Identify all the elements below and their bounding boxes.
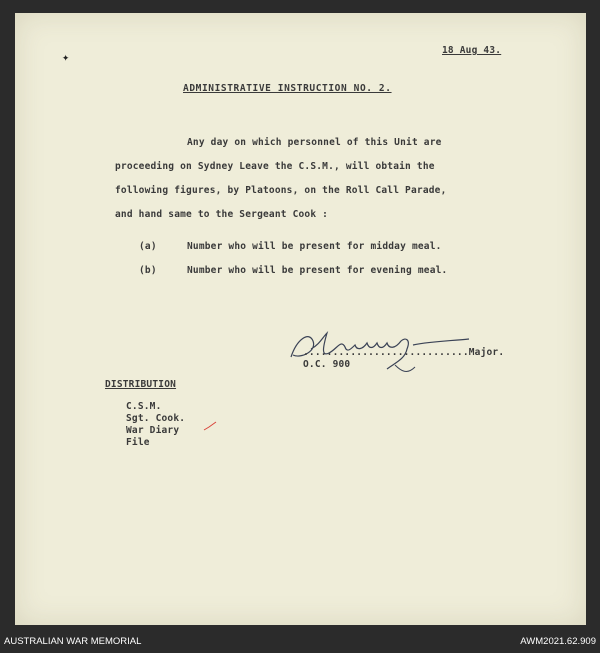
document-title: ADMINISTRATIVE INSTRUCTION NO. 2.: [183, 83, 392, 94]
distribution-item: Sgt. Cook.: [126, 413, 186, 424]
document-date: 18 Aug 43.: [442, 45, 502, 56]
red-tick-icon: [203, 421, 217, 433]
signature-title: O.C. 900: [303, 359, 351, 370]
body-line-4: and hand same to the Sergeant Cook :: [115, 209, 329, 220]
distribution-item: C.S.M.: [126, 401, 162, 412]
document-page: [15, 13, 586, 625]
signature-line: ............................Major.: [303, 347, 505, 358]
item-a-letter: (a): [139, 241, 157, 252]
punch-mark-icon: ✦: [62, 50, 70, 64]
distribution-item: War Diary: [126, 425, 180, 436]
distribution-heading: DISTRIBUTION: [105, 379, 177, 390]
body-line-2: proceeding on Sydney Leave the C.S.M., will obtain the: [115, 161, 435, 172]
item-a-text: Number who will be present for midday meal.: [187, 241, 442, 252]
distribution-item: File: [126, 437, 150, 448]
footer-catalogue-id: AWM2021.62.909: [520, 636, 596, 647]
footer-institution: AUSTRALIAN WAR MEMORIAL: [4, 636, 142, 647]
item-b-text: Number who will be present for evening meal.: [187, 265, 448, 276]
item-b-letter: (b): [139, 265, 157, 276]
body-line-1: Any day on which personnel of this Unit are: [187, 137, 442, 148]
body-line-3: following figures, by Platoons, on the Roll Call Parade,: [115, 185, 447, 196]
